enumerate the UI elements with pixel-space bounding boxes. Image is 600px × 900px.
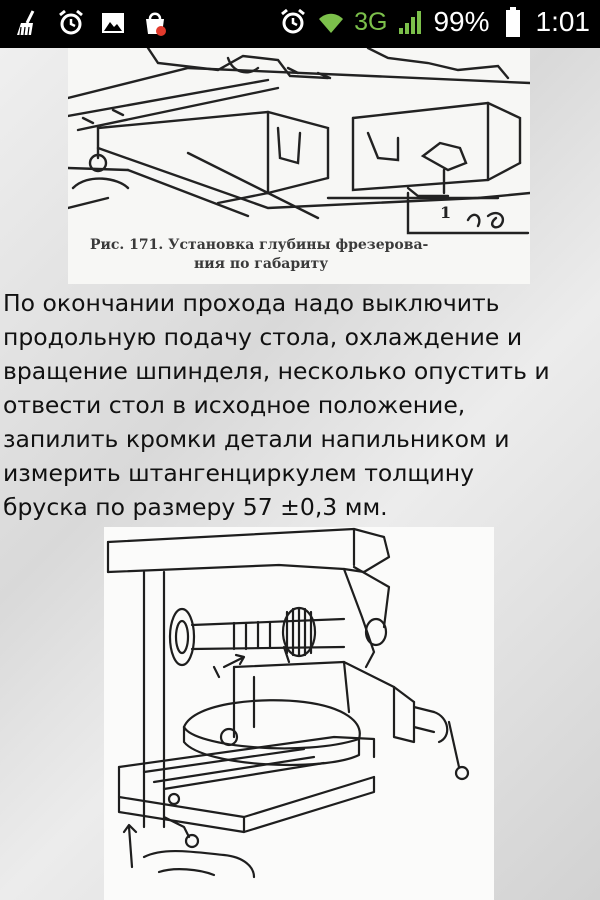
caption-line-2: ния по габариту [194, 256, 329, 272]
clock: 1:01 [535, 6, 590, 37]
system-indicators [278, 6, 590, 38]
figure-caption [90, 236, 460, 274]
alarm-clock-icon [56, 8, 86, 38]
notification-icons [14, 8, 170, 38]
caption-line-1: Рис. 171. Установка глубины фрезерова- [90, 237, 429, 253]
battery-percent: 99% [433, 6, 490, 37]
milling-machine-figure [104, 527, 494, 900]
body-line: запилить кромки детали напильником и [3, 425, 510, 453]
callout-number: 1 [440, 203, 452, 222]
milling-machine-drawing [104, 527, 494, 900]
body-paragraph [3, 286, 597, 524]
body-line: отвести стол в исходное положение, [3, 391, 466, 419]
broom-icon [14, 8, 44, 38]
battery-icon [498, 7, 528, 37]
alarm-clock-icon [278, 7, 308, 37]
shopping-bag-icon [140, 8, 170, 38]
body-line: По окончании прохода надо выключить [3, 289, 500, 317]
status-bar [0, 0, 600, 48]
image-icon [98, 8, 128, 38]
wifi-icon [316, 7, 346, 37]
signal-icon [395, 7, 425, 37]
body-line: бруска по размеру 57 ±0,3 мм. [3, 493, 388, 521]
body-line: продольную подачу стола, охлаждение и [3, 323, 523, 351]
network-type-label: 3G [354, 7, 388, 36]
body-line: измерить штангенциркулем толщину [3, 459, 475, 487]
body-line: вращение шпинделя, несколько опустить и [3, 357, 550, 385]
milling-table-drawing [68, 48, 530, 238]
